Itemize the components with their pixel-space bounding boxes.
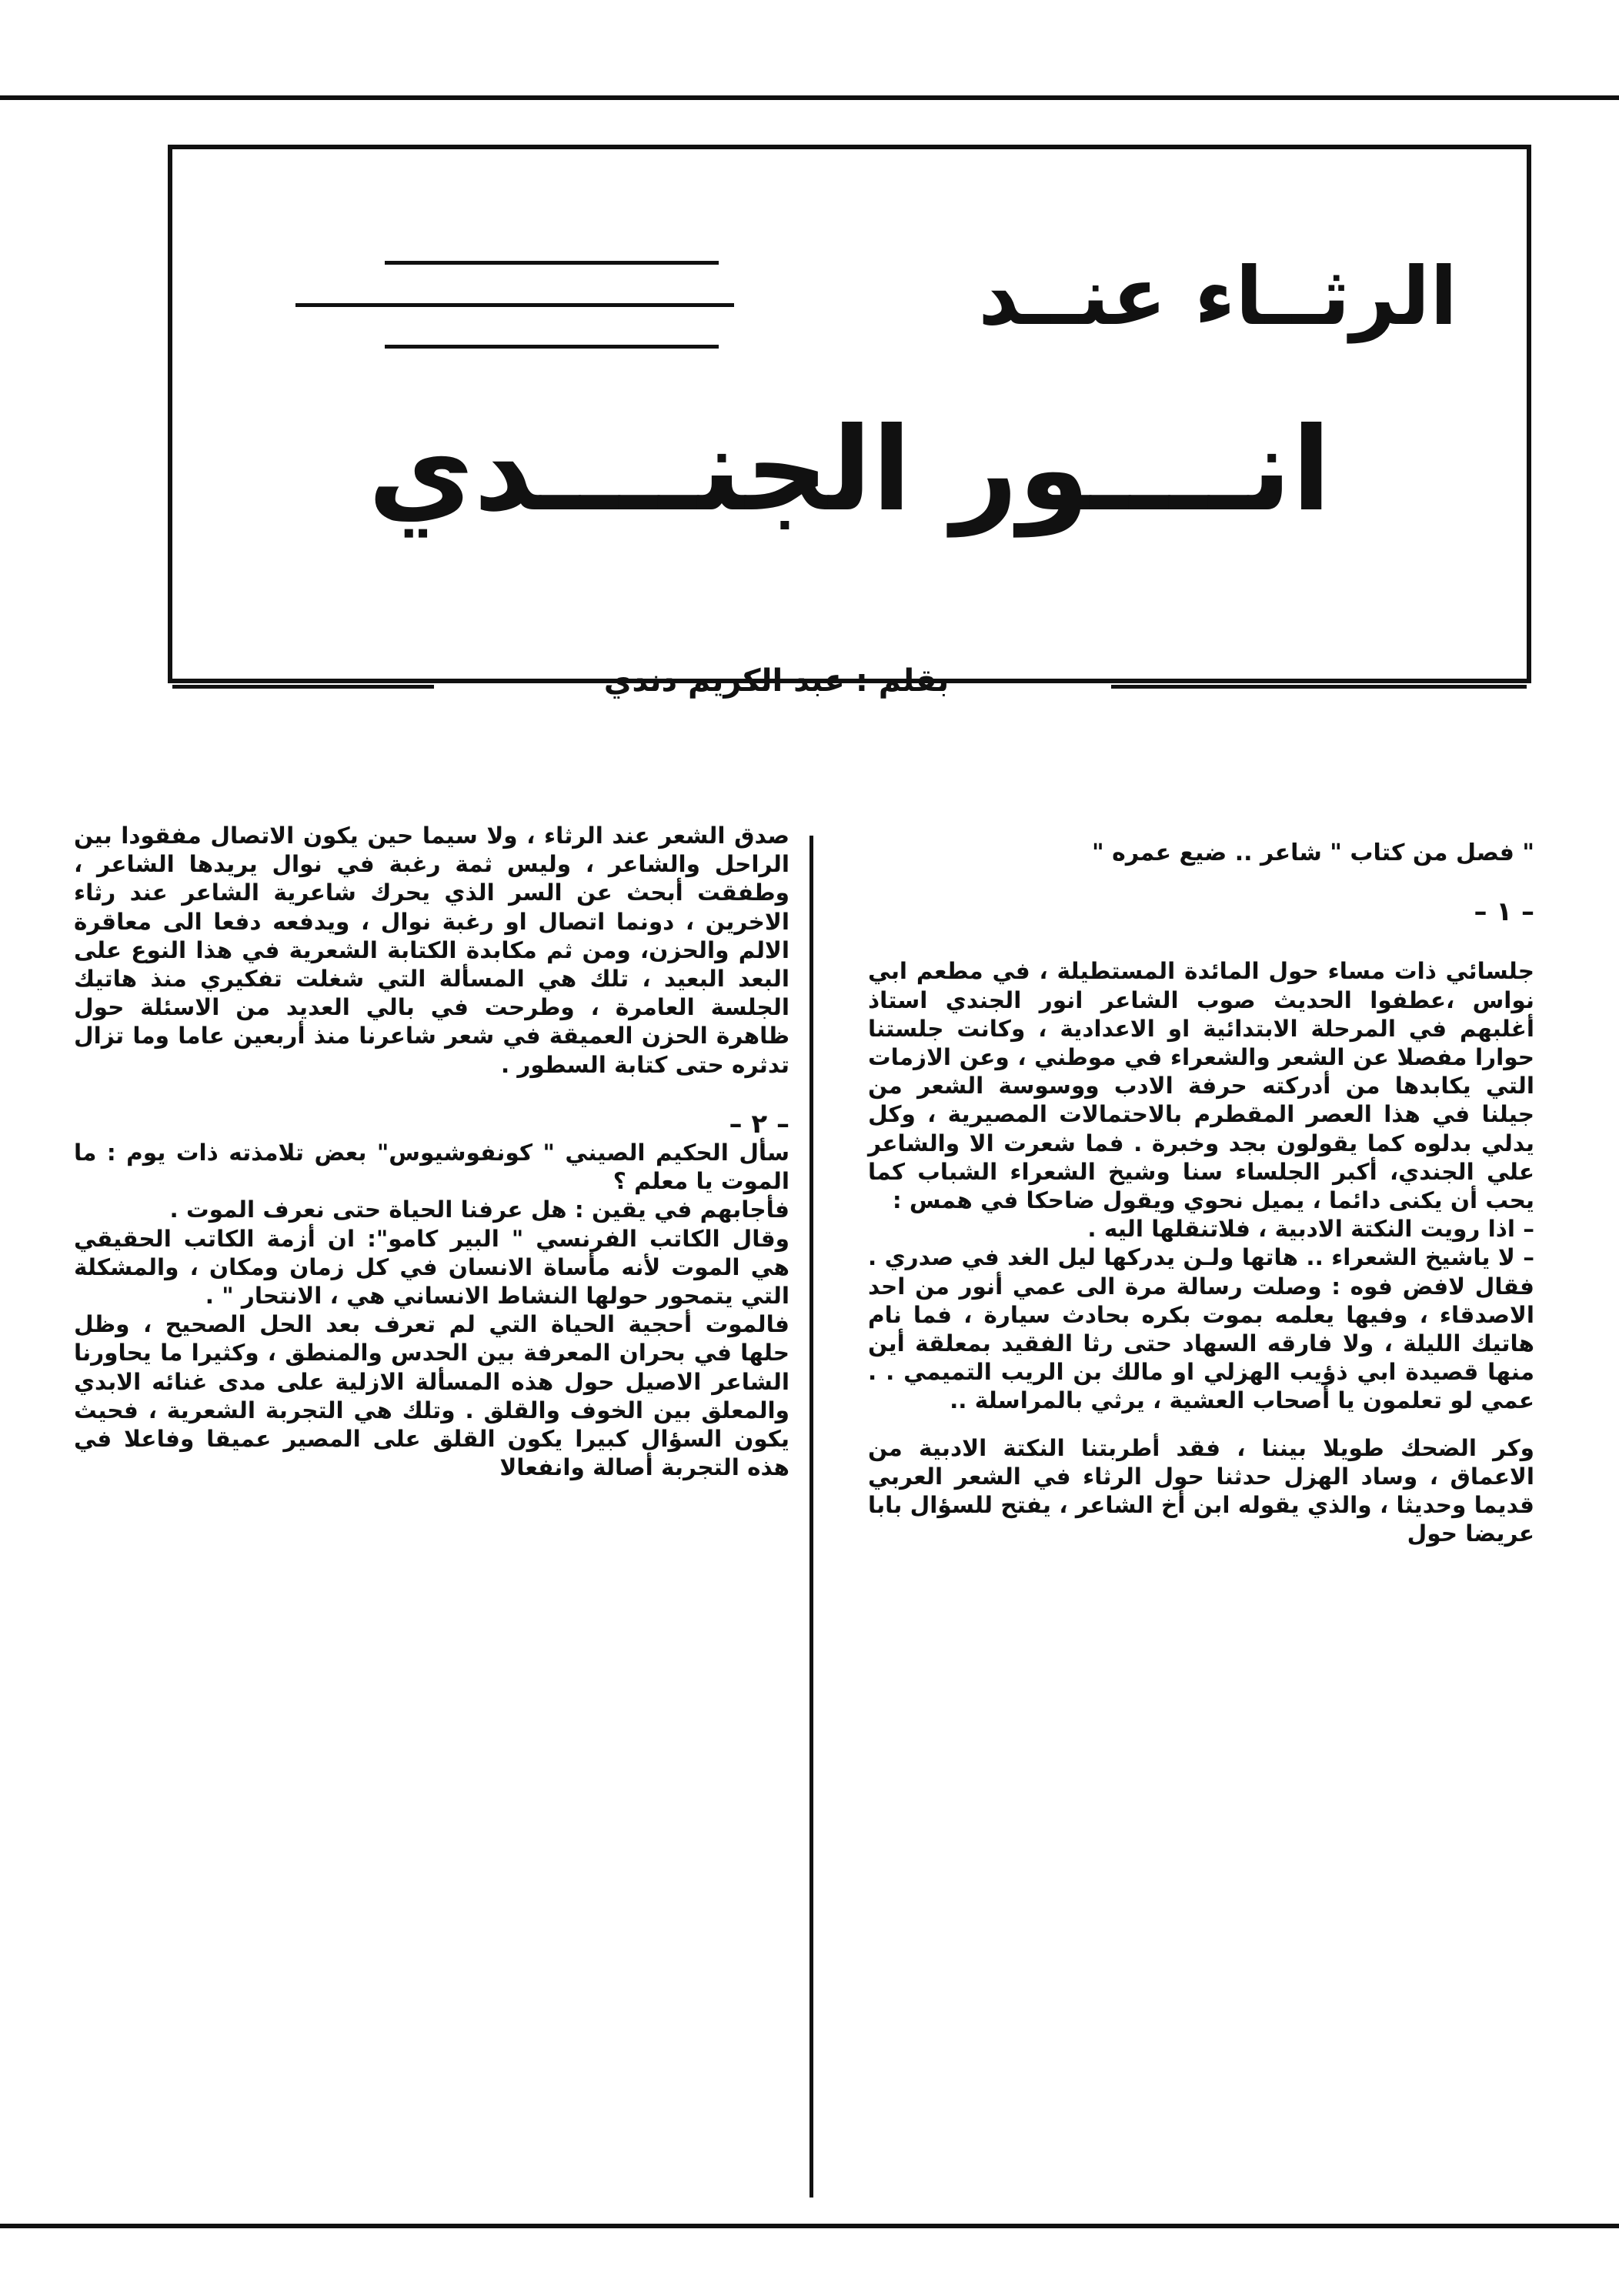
bottom-rule — [0, 2224, 1619, 2228]
title-ornament-line — [385, 345, 719, 349]
byline-rule-left — [172, 685, 434, 689]
section-marker-1: – ١ – — [1474, 896, 1534, 928]
section-marker-2: – ٢ – — [729, 1108, 789, 1140]
column-divider — [810, 836, 813, 2198]
paragraph: – لا ياشيخ الشعراء .. هاتها ولـن يدركها ليل الغد في صدري . فقال لافض فوه : وصلت رسالة مرة الى عمي أنور من احد الاصدقاء ، وفيها يعلمه بموت بكره بحادث سيارة ، فما نام هاتيك الليلة ، ولا فارقه السهاد حتى رثا الفقيد بمعلقة أين منها قصيدة ابي ذؤيب الهزلي او مالك بن الريب التميمي . . عمي لو تعلمون يا أصحاب العشية ، يرثي بالمراسلة .. — [868, 1244, 1534, 1414]
paragraph: فأجابهم في يقين : هل عرفنا الحياة حتى نعرف الموت . — [169, 1196, 789, 1223]
paragraph: – اذا رويت النكتة الادبية ، فلاتنقلها اليه . — [1087, 1216, 1534, 1243]
article-title-line-1: الرثــاء عنــد — [978, 249, 1457, 343]
intro-quote: " فصل من كتاب " شاعر .. ضيع عمره " — [1092, 839, 1534, 866]
paragraph: فالموت أحجية الحياة التي لم تعرف بعد الحل الصحيح ، وظل حلها في بحران المعرفة بين الحدس والمنطق ، وكثيرا ما يحاورنا الشاعر الاصيل حول هذه المسألة الازلية على مدى غنائه الابدي والمعلق بين الخوف والقلق . وتلك هي التجربة الشعرية ، فحيث يكون السؤال كبيرا يكون القلق على المصير عميقا وفاعلا في هذه التجربة أصالة وانفعالا — [74, 1311, 789, 1481]
paragraph: سأل الحكيم الصيني " كونفوشيوس" بعض تلامذته ذات يوم : ما الموت يا معلم ؟ — [74, 1140, 789, 1195]
article-title-line-2: انــــور الجنــــدي — [368, 403, 1331, 537]
byline-row — [172, 663, 1527, 709]
byline: بقلم : عبد الكريم دندي — [603, 663, 950, 699]
right-column — [868, 839, 1534, 1548]
paragraph: وقال الكاتب الفرنسي " البير كامو": ان أزمة الكاتب الحقيقي هي الموت لأنه مأساة الانسان في كل زمان ومكان ، والمشكلة التي يتمحور حولها النشاط الانساني هي ، الانتحار " . — [74, 1225, 789, 1310]
title-box — [168, 145, 1531, 699]
left-column — [74, 822, 789, 1482]
paragraph: صدق الشعر عند الرثاء ، ولا سيما حين يكون الاتصال مفقودا بين الراحل والشاعر ، وليس ثمة رغبة في نوال يريدها الشاعر ، وطفقت أبحث عن السر الذي يحرك شاعرية الشاعر عند رثاء الاخرين ، دونما اتصال او رغبة نوال ، ويدفعه دفعا الى معاقرة الالم والحزن، ومن ثم مكابدة الكتابة الشعرية في هذا النوع على البعد البعيد ، تلك هي المسألة التي شغلت تفكيري منذ هاتيك الجلسة العامرة ، وطرحت في بالي العديد من الاسئلة حول ظاهرة الحزن العميقة في شعر شاعرنا منذ أربعين عاما وما تزال تدثره حتى كتابة السطور . — [74, 823, 789, 1078]
paragraph: جلسائي ذات مساء حول المائدة المستطيلة ، في مطعم ابي نواس ،عطفوا الحديث صوب الشاعر انور الجندي استاذ أغلبهم في المرحلة الابتدائية او الاعدادية ، وكانت جلستنا حوارا مفصلا عن الشعر والشعراء في موطني ، وعن الازمات التي يكابدها من أدركته حرفة الادب ووسوسة الشعر من جيلنا في هذا العصر المقطرم بالاحتمالات المصيرية ، وكل يدلي بدلوه كما يقولون بجد وخبرة . فما شعرت الا والشاعر علي الجندي، أكبر الجلساء سنا وشيخ الشعراء الشباب كما يحب أن يكنى دائما ، يميل نحوي ويقول ضاحكا في همس : — [868, 958, 1534, 1214]
byline-rule-right — [1111, 685, 1527, 689]
title-ornament-line — [295, 303, 734, 307]
paragraph: وكر الضحك طويلا بيننا ، فقد أطربتنا النكتة الادبية من الاعماق ، وساد الهزل حدثنا حول الرثاء في الشعر العربي قديما وحديثا ، والذي يقوله ابن أخ الشاعر ، يفتح للسؤال بابا عريضا حول — [868, 1434, 1534, 1547]
top-rule — [0, 95, 1619, 100]
title-ornament-line — [385, 261, 719, 265]
